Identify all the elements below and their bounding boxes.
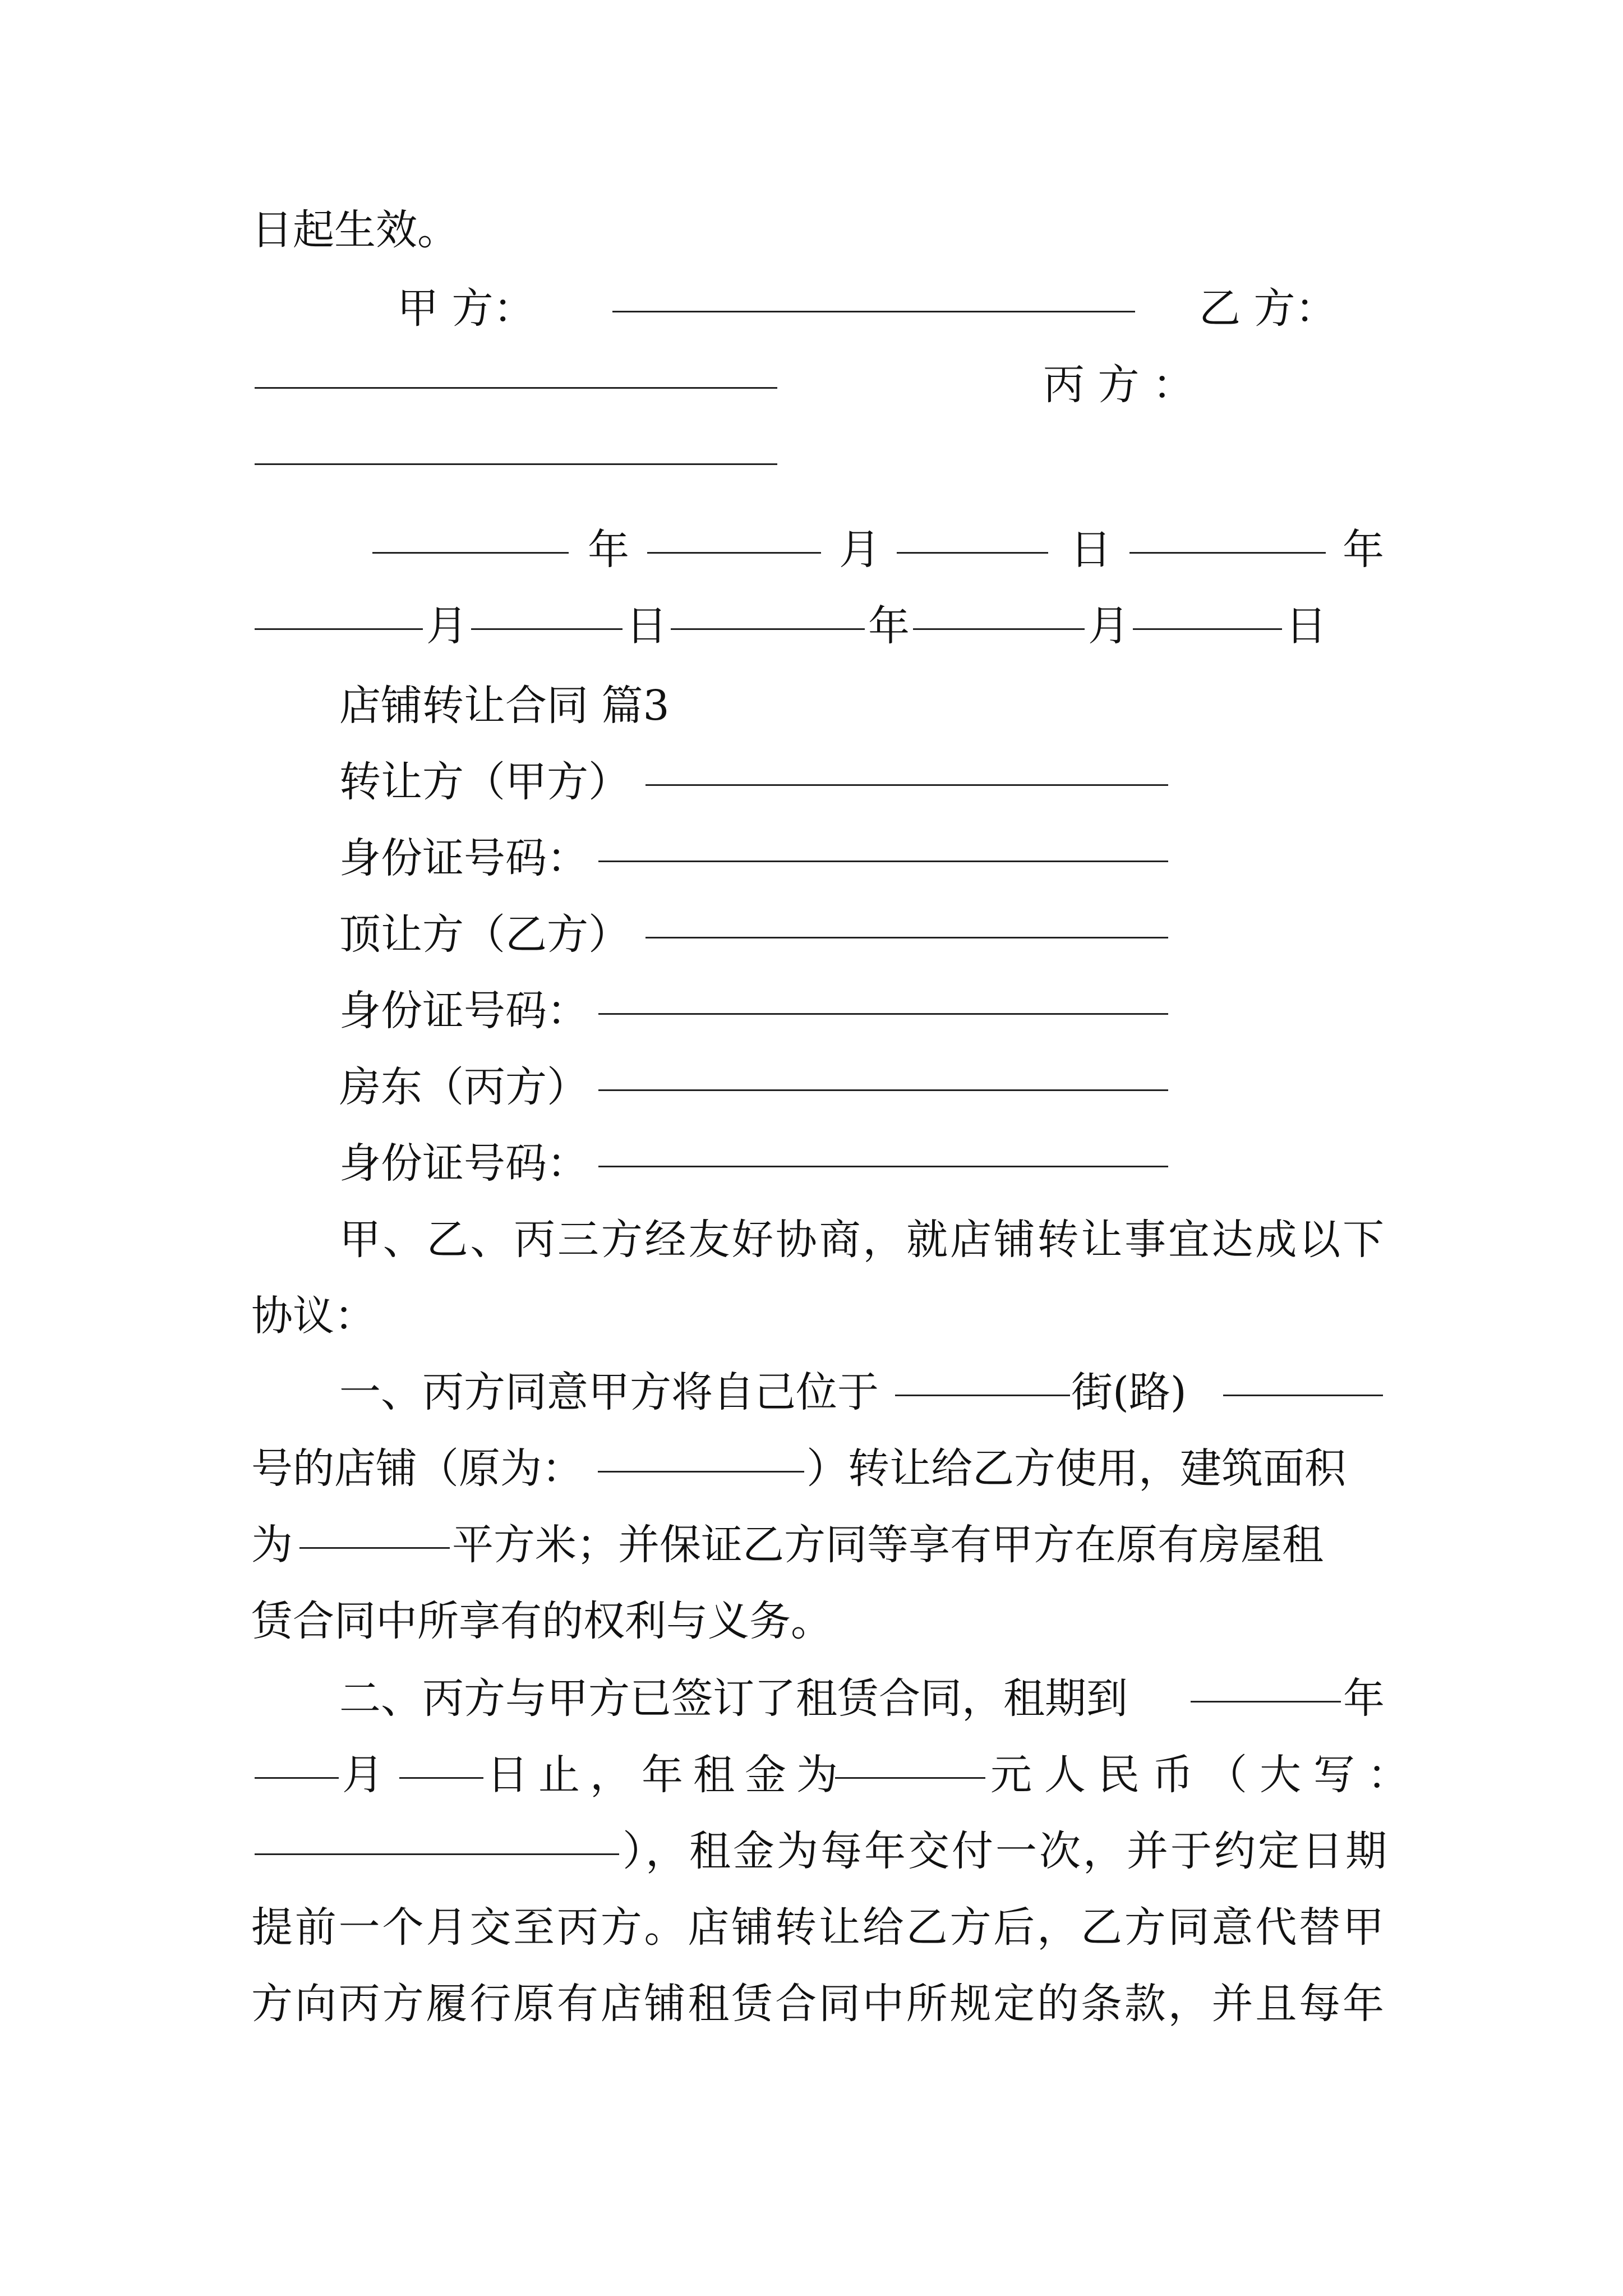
- transferee-blank[interactable]: [645, 900, 1168, 938]
- party-line-3: [251, 422, 1384, 500]
- clause2-text-b: 年: [1343, 1674, 1385, 1723]
- date-b-month-label: 月: [426, 602, 468, 650]
- street-blank[interactable]: [895, 1358, 1070, 1396]
- party-line-1: [251, 269, 1384, 348]
- clause2-text-c: 月: [342, 1751, 384, 1799]
- clause1-text-d: ）转让给乙方使用，建筑面积: [806, 1444, 1346, 1493]
- date-a-year-label: 年: [588, 526, 629, 574]
- clause2-line-2: [251, 1736, 1421, 1814]
- party-a-blank[interactable]: [612, 274, 1135, 312]
- clause1-text-f: 平方米；并保证乙方同等享有甲方在原有房屋租: [452, 1521, 1324, 1569]
- clause1-text-a: 一、丙方同意甲方将自己位于: [339, 1368, 879, 1416]
- date-c-month-blank[interactable]: [913, 591, 1085, 630]
- transferor-id-label: 身份证号码：: [339, 834, 588, 882]
- date-c-day-blank[interactable]: [1133, 591, 1282, 630]
- clause1-line-2: [251, 1429, 1384, 1508]
- original-use-blank[interactable]: [598, 1434, 804, 1473]
- term-year-blank[interactable]: [1191, 1664, 1341, 1703]
- date-line-1: [251, 510, 1384, 589]
- clause1-text-e: 为: [251, 1521, 293, 1569]
- date-b-month-blank[interactable]: [255, 591, 423, 630]
- contract-heading-text: 店铺转让合同 篇3: [339, 682, 670, 730]
- date-a-day-blank[interactable]: [897, 515, 1048, 554]
- landlord-label: 房东（丙方）: [339, 1063, 588, 1111]
- party-c-label: 丙 方 ：: [1043, 361, 1195, 409]
- clause2-line-3: [251, 1812, 1389, 1890]
- clause1-text-b: 街(路): [1071, 1368, 1187, 1416]
- transferee-label: 顶让方（乙方）: [339, 910, 630, 959]
- rent-amount-blank[interactable]: [835, 1740, 985, 1779]
- clause2-text-d: 日止，年租金为: [487, 1751, 848, 1799]
- transferor-id-field: [339, 819, 1384, 898]
- landlord-id-blank[interactable]: [598, 1129, 1168, 1167]
- clause2-line-4: [251, 1888, 1384, 1967]
- date-c-year-label: 年: [868, 602, 910, 650]
- party-b-blank[interactable]: [255, 350, 777, 389]
- transferor-id-blank[interactable]: [598, 823, 1168, 862]
- date-b-year-label: 年: [1343, 526, 1384, 574]
- transferee-field: [339, 895, 1384, 974]
- clause1-text-c: 号的店铺（原为：: [251, 1444, 583, 1493]
- date-b-day-blank[interactable]: [471, 591, 623, 630]
- date-c-day-label: 日: [1285, 602, 1327, 650]
- term-day-blank[interactable]: [399, 1740, 483, 1779]
- clause2-text-g: 提前一个月交至丙方。店铺转让给乙方后，乙方同意代替甲: [251, 1903, 1384, 1952]
- date-a-month-blank[interactable]: [647, 515, 821, 554]
- clause2-line-1: [339, 1659, 1384, 1738]
- transferor-label: 转让方（甲方）: [339, 758, 630, 806]
- clause2-text-a: 二、丙方与甲方已签订了租赁合同，租期到: [339, 1674, 1128, 1723]
- date-c-year-blank[interactable]: [671, 591, 865, 630]
- transferor-blank[interactable]: [645, 747, 1168, 786]
- landlord-id-label: 身份证号码：: [339, 1139, 588, 1188]
- clause1-text-g: 赁合同中所享有的权利与义务。: [251, 1597, 832, 1645]
- intro-line-2: [251, 1277, 1384, 1355]
- date-a-month-label: 月: [839, 526, 880, 574]
- date-a-year-blank[interactable]: [372, 515, 569, 554]
- landlord-blank[interactable]: [598, 1052, 1168, 1091]
- number-blank[interactable]: [1223, 1358, 1383, 1396]
- party-a-label: 甲 方：: [397, 284, 535, 333]
- date-line-2: [251, 587, 1384, 665]
- date-b-day-label: 日: [626, 602, 667, 650]
- party-line-2: [251, 346, 1384, 424]
- clause2-text-f: ），租金为每年交付一次，并于约定日期: [623, 1827, 1389, 1875]
- clause1-line-1: [339, 1353, 1384, 1432]
- clause2-text-e: 元人民币（大写：: [990, 1751, 1421, 1799]
- effective-clause: [251, 191, 1384, 269]
- area-blank[interactable]: [299, 1510, 450, 1549]
- transferee-id-label: 身份证号码：: [339, 987, 588, 1035]
- landlord-field: [339, 1048, 1384, 1126]
- clause1-line-4: [251, 1582, 1384, 1660]
- transferor-field: [339, 743, 1384, 821]
- party-b-label: 乙 方：: [1199, 284, 1337, 333]
- date-b-year-blank[interactable]: [1129, 515, 1326, 554]
- transferee-id-blank[interactable]: [598, 976, 1168, 1015]
- contract-heading: [339, 666, 1384, 745]
- intro-line-1: [339, 1200, 1384, 1279]
- clause2-text-h: 方向丙方履行原有店铺租赁合同中所规定的条款，并且每年: [251, 1980, 1384, 2028]
- effective-text: 日起生效。: [251, 206, 459, 254]
- intro-text-1: 甲、乙、丙三方经友好协商，就店铺转让事宜达成以下: [339, 1216, 1384, 1264]
- rent-uppercase-blank[interactable]: [255, 1816, 619, 1855]
- date-c-month-label: 月: [1088, 602, 1129, 650]
- term-month-blank[interactable]: [255, 1740, 339, 1779]
- date-a-day-label: 日: [1070, 526, 1112, 574]
- landlord-id-field: [339, 1124, 1384, 1203]
- clause1-line-3: [251, 1506, 1384, 1584]
- transferee-id-field: [339, 972, 1384, 1050]
- party-c-blank[interactable]: [255, 426, 777, 465]
- clause2-line-5: [251, 1964, 1384, 2043]
- intro-text-2: 协议：: [251, 1292, 376, 1340]
